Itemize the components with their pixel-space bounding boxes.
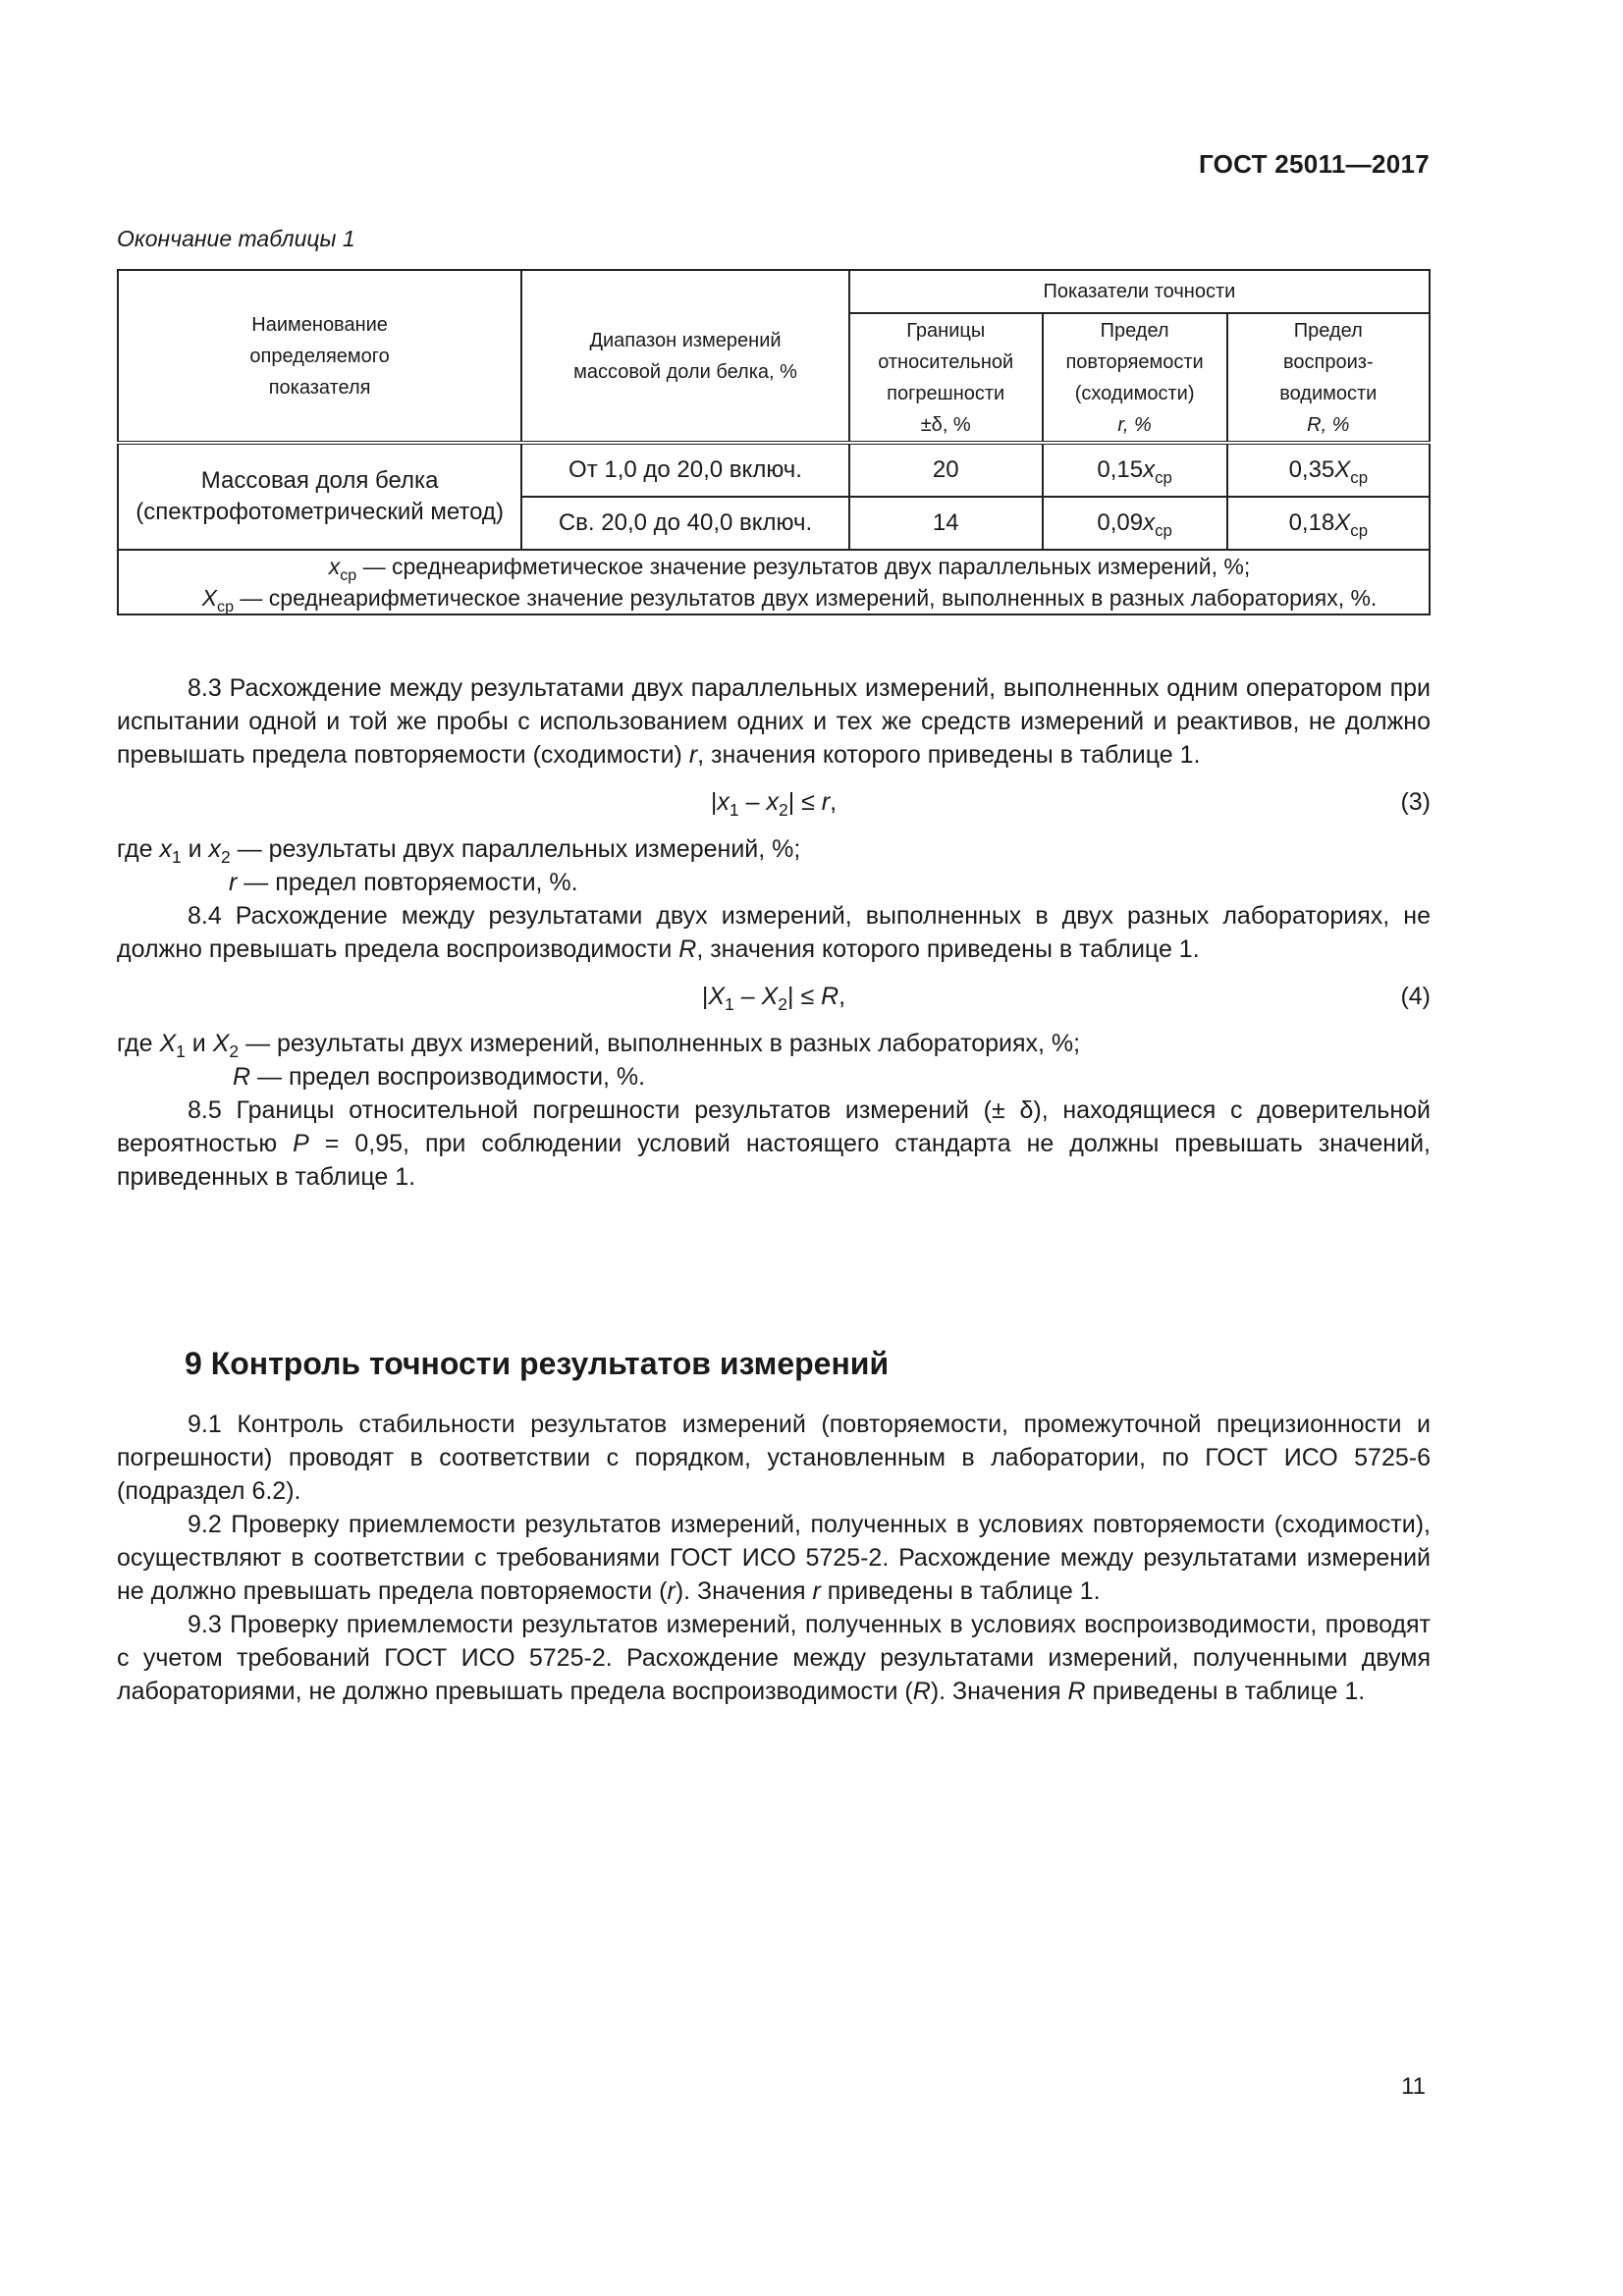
section-8-body xyxy=(117,671,1431,1194)
section-9-title: 9 Контроль точности результатов измерений xyxy=(185,1346,890,1381)
reproducibility-cell: $0,35X_{ср}$ xyxy=(1227,443,1430,497)
delta-cell: 14 xyxy=(849,497,1043,550)
formula-4-number: (4) xyxy=(1400,983,1431,1010)
paragraph-8-5: 8.5 Границы относительной погрешности результатов измерений (± δ), находящиеся с доверительной вероятностью P = 0,95, при соблюдении условий настоящего стандарта не должны превышать значений, приведенных в таблице 1. xyxy=(117,1096,1431,1191)
range-cell: От 1,0 до 20,0 включ. xyxy=(521,443,849,497)
row-name-cell: Массовая доля белка (спектрофотометрический метод) xyxy=(118,443,521,550)
document-header: ГОСТ 25011—2017 xyxy=(1198,149,1430,179)
col-header-name: Наименование определяемого показателя xyxy=(118,270,521,443)
where-3-line-1: где $x_1$ и $x_2$ — результаты двух параллельных измерений, %; xyxy=(117,835,801,867)
section-9-body xyxy=(117,1408,1431,1708)
formula-3-number: (3) xyxy=(1400,788,1431,816)
formula-4-expression: $|X_1 - X_2| \le R$, xyxy=(701,983,846,1014)
table-notes-row xyxy=(118,550,1430,614)
accuracy-table xyxy=(117,269,1431,615)
repeatability-cell: $0,09x_{ср}$ xyxy=(1043,497,1227,550)
col-header-delta: Границы относительной погрешности ±δ, % xyxy=(849,313,1043,443)
paragraph-9-1: 9.1 Контроль стабильности результатов измерений (повторяемости, промежуточной прецизионности и погрешности) проводят в соответствии с порядком, установленным в лаборатории, по ГОСТ ИСО 5725-6 (подраздел 6.2). xyxy=(117,1411,1431,1505)
paragraph-9-2: 9.2 Проверку приемлемости результатов измерений, полученных в условиях повторяемости (сходимости), осуществляют в соответствии с требованиями ГОСТ ИСО 5725-2. Расхождение между результатами измерений не должно превышать предела повторяемости (r). Значения r приведены в таблице 1. xyxy=(117,1511,1431,1605)
paragraph-8-3: 8.3 Расхождение между результатами двух параллельных измерений, выполненных одним оператором при испытании одной и той же пробы с использованием одних и тех же средств измерений и реактивов, не должно превышать предела повторяемости (сходимости) r, значения которого приведены в таблице 1. xyxy=(117,674,1431,769)
where-4-line-1: где $X_1$ и $X_2$ — результаты двух измерений, выполненных в разных лабораториях, %; xyxy=(117,1030,1081,1061)
page-number: 11 xyxy=(1401,2073,1426,2100)
range-cell: Св. 20,0 до 40,0 включ. xyxy=(521,497,849,550)
where-3-line-2: r — предел повторяемости, %. xyxy=(229,869,578,896)
col-header-range: Диапазон измерений массовой доли белка, % xyxy=(521,270,849,443)
note-Xcp: $X_{ср}$ — среднеарифметическое значение результатов двух измерений, выполненных в разных лабораториях, %. xyxy=(201,585,1378,615)
formula-3-expression: $|x_1 - x_2| \le r$, xyxy=(710,788,838,820)
col-header-reproducibility-unit: R, % xyxy=(1307,413,1350,436)
table-row xyxy=(118,443,1430,497)
delta-cell: 20 xyxy=(849,443,1043,497)
col-header-reproducibility: Предел воспроиз- водимости R, % xyxy=(1227,313,1430,443)
paragraph-8-4: 8.4 Расхождение между результатами двух измерений, выполненных в двух разных лабораториях, не должно превышать предела воспроизводимости R, значения которого приведены в таблице 1. xyxy=(117,902,1431,963)
col-header-delta-unit: ±δ, % xyxy=(920,413,971,436)
where-4-line-2: R — предел воспроизводимости, %. xyxy=(233,1063,646,1091)
note-xcp: $x_{ср}$ — среднеарифметическое значение результатов двух параллельных измерений, %; xyxy=(328,554,1251,584)
col-header-repeatability: Предел повторяемости (сходимости) r, % xyxy=(1043,313,1227,443)
formula-4 xyxy=(117,980,1431,1013)
table-caption: Окончание таблицы 1 xyxy=(117,226,355,251)
formula-3 xyxy=(117,785,1431,819)
repeatability-cell: $0,15x_{ср}$ xyxy=(1043,443,1227,497)
col-header-accuracy-group: Показатели точности xyxy=(849,270,1430,313)
paragraph-9-3: 9.3 Проверку приемлемости результатов измерений, полученных в условиях воспроизводимости, проводят с учетом требований ГОСТ ИСО 5725-2. Расхождение между результатами измерений, полученными двумя лабораториями, не должно превышать предела воспроизводимости (R). Значения R приведены в таблице 1. xyxy=(117,1611,1431,1705)
table-notes xyxy=(118,550,1430,614)
col-header-repeatability-unit: r, % xyxy=(1117,413,1152,436)
reproducibility-cell: $0,18X_{ср}$ xyxy=(1227,497,1430,550)
